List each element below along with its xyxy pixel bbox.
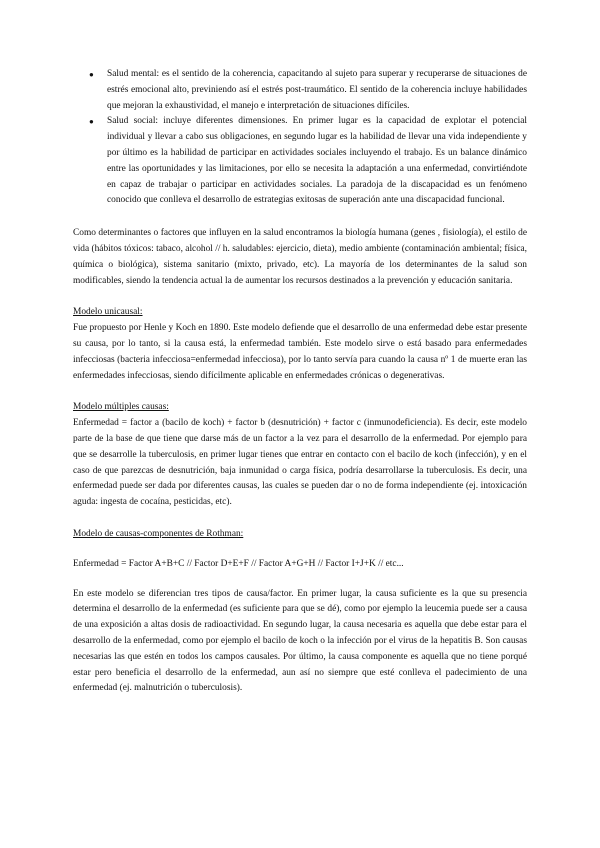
section-body: Enfermedad = factor a (bacilo de koch) + factor b (desnutrición) + factor c (inmunodeficiencia). Es decir, este modelo parte de la base de que tiene que darse más de un factor a la vez para el desarrollo de la enfermedad. Por ejemplo para que se desarrolle la tuberculosis, en primer lugar tienes que entrar en contacto con el bacilo de koch (infección), y en el caso de que parezcas de desnutrición, baja inmunidad o carga física, podría desarrollarse la tuberculosis. Es decir, una enfermedad puede ser dada por diferentes causas, las cuales se pueden dar o no de forma independiente (ej. intoxicación aguda: ingesta de cocaína, pesticidas, etc). <box>73 418 527 508</box>
list-item <box>73 67 527 114</box>
bullet-text-salud-social: Salud social: incluye diferentes dimensiones. En primer lugar es la capacidad de explotar el potencial individual y llevar a cabo sus obligaciones, en segundo lugar es la habilidad de llevar una vida independiente y por último es la habilidad de participar en actividades sociales incluyendo el trabajo. Es un balance dinámico entre las oportunidades y las limitaciones, por ello se necesita la adaptación a una enfermedad, convirtiéndote en capaz de trabajar o participar en actividades sociales. La paradoja de la discapacidad es un fenómeno conocido que conlleva el desarrollo de estrategias exitosas de superación ante una discapacidad funcional. <box>107 116 527 206</box>
rothman-formula: Enfermedad = Factor A+B+C // Factor D+E+F // Factor A+G+H // Factor I+J+K // etc... <box>73 558 404 569</box>
determinants-paragraph: Como determinantes o factores que influyen en la salud encontramos la biología humana (genes , fisiología), el estilo de vida (hábitos tóxicos: tabaco, alcohol // h. saludables: ejercicio, dieta), medio ambiente (contaminación ambiental; física, química o biológica), sistema sanitario (mixto, privado, etc). La mayoría de los determinantes de la salud son modificables, siendo la tendencia actual la de aumentar los recursos destinados a la prevención y educación sanitaria. <box>73 228 527 286</box>
section-heading: Modelo unicausal: <box>73 307 143 318</box>
list-item <box>73 114 527 209</box>
section-multiples-causas <box>73 400 527 511</box>
bullet-icon: ● <box>89 117 94 127</box>
section-heading: Modelo múltiples causas: <box>73 402 169 413</box>
section-rothman <box>73 527 527 697</box>
bullet-text-salud-mental: Salud mental: es el sentido de la coherencia, capacitando al sujeto para superar y recuperarse de situaciones de estrés emocional alto, previniendo así el estrés post-traumático. El sentido de la coherencia incluye habilidades que mejoran la exhaustividad, el manejo e interpretación de situaciones difíciles. <box>107 69 527 111</box>
section-heading: Modelo de causas-componentes de Rothman: <box>73 528 244 539</box>
section-unicausal <box>73 305 527 384</box>
health-dimensions-list <box>73 67 527 209</box>
section-body: Fue propuesto por Henle y Koch en 1890. Este modelo defiende que el desarrollo de una enfermedad debe estar presente su causa, por lo tanto, si la causa está, la enfermedad también. Este modelo sirve o está basado para enfermedades infecciosas (bacteria infecciosa=enfermedad infecciosa), por lo tanto servía para cuando la causa nº 1 de muerte eran las enfermedades infecciosas, siendo difícilmente aplicable en enfermedades crónicas o degenerativas. <box>73 323 527 381</box>
section-body: En este modelo se diferencian tres tipos de causa/factor. En primer lugar, la causa suficiente es la que su presencia determina el desarrollo de la enfermedad (es suficiente para que se dé), como por ejemplo la leucemia puede ser a causa de una exposición a altas dosis de radioactividad. En segundo lugar, la causa necesaria es aquella que debe estar para el desarrollo de la enfermedad, como por ejemplo el bacilo de koch o la infección por el virus de la hepatitis B. Son causas necesarias las que estén en todos los campos causales. Por último, la causa componente es aquella que no tiene porqué estar pero beneficia el desarrollo de la enfermedad, aun así no siempre que esté conlleva el padecimiento de una enfermedad (ej. malnutrición o tuberculosis). <box>73 588 527 694</box>
bullet-icon: ● <box>89 70 94 79</box>
